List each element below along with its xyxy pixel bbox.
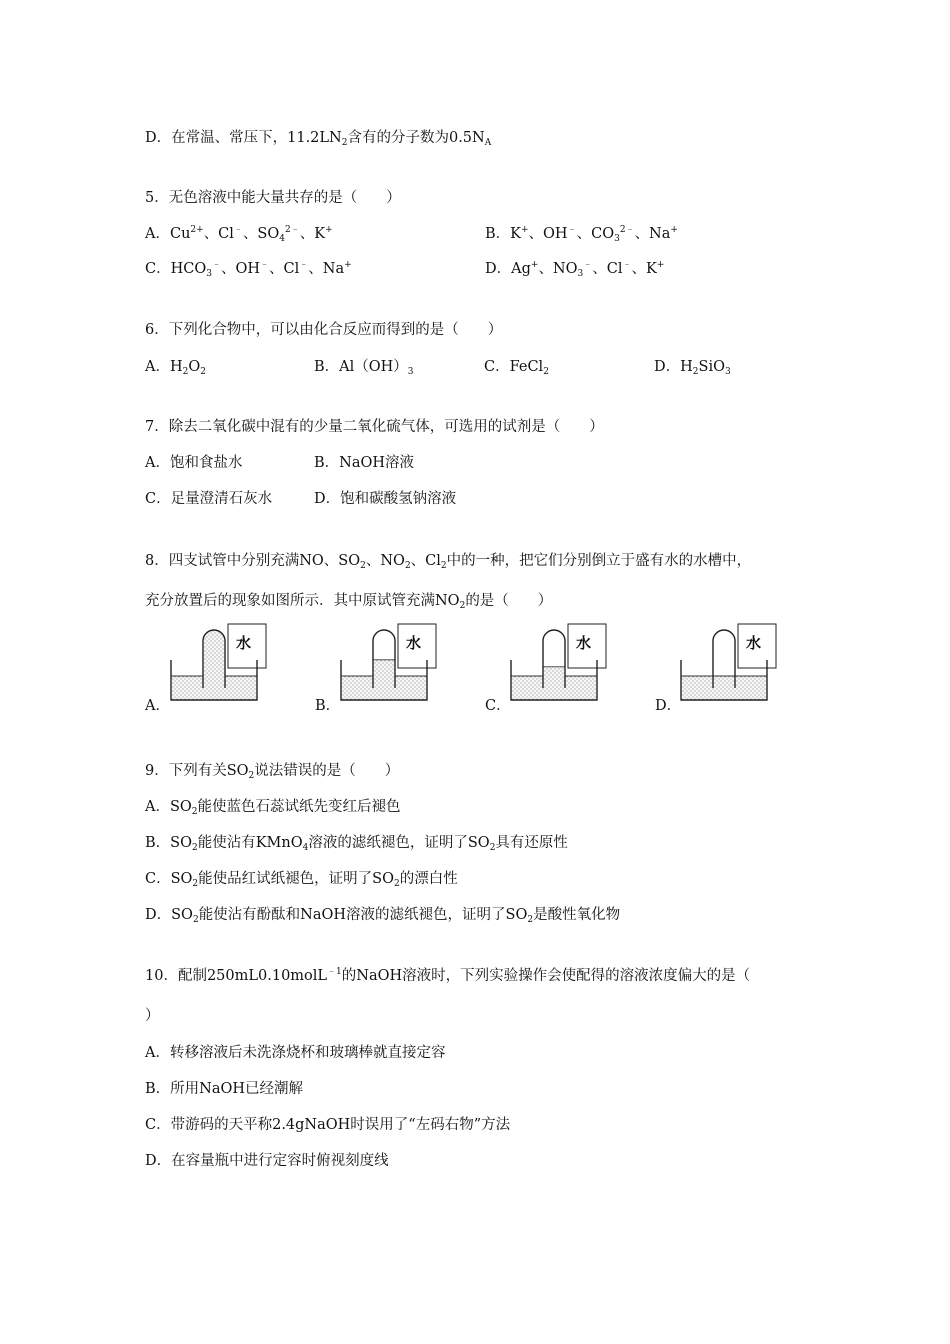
trough-water xyxy=(681,676,767,700)
q6-option-d: D．$H_2SiO_3$ xyxy=(654,359,731,377)
q8-stem: 8．四支试管中分别充满NO、$SO_2$、$NO_2$、$Cl_2$中的一种，把它们分别倒立于盛有水的水槽中， xyxy=(145,553,752,571)
q9-option-c: C．$SO_2$能使品红试纸褪色，证明了$SO_2$的漂白性 xyxy=(145,871,458,889)
q9-option-b: B．$SO_2$能使沾有KMnO$_4$溶液的滤纸褪色，证明了$SO_2$具有还原性 xyxy=(145,835,568,853)
q9-option-a: A．$SO_2$能使蓝色石蕊试纸先变红后褪色 xyxy=(145,799,401,817)
q8-label-a: A． xyxy=(145,698,170,714)
tube-water-column xyxy=(373,660,395,688)
q7-option-d: D．饱和碳酸氢钠溶液 xyxy=(314,491,457,507)
q8-stem-line2: 充分放置后的现象如图所示．其中原试管充满$NO_2$的是（ ） xyxy=(145,593,553,611)
q8-label-c: C． xyxy=(485,698,511,714)
q9-stem: 9．下列有关$SO_2$说法错误的是（ ） xyxy=(145,763,400,781)
test-tube-figure-c xyxy=(508,622,608,706)
q10-stem: 10．配制250mL0.10molL$^{﹣1}$的NaOH溶液时，下列实验操作会使配得的溶液浓度偏大的是（ xyxy=(145,967,751,984)
test-tube-figure-b xyxy=(338,622,438,706)
q10-option-c: C．带游码的天平称2.4gNaOH时误用了“左码右物”方法 xyxy=(145,1117,511,1133)
tube-water-column xyxy=(543,667,565,688)
q5-option-d: D．Ag+、$NO_3^﹣$、Cl﹣、K+ xyxy=(485,260,665,279)
q10-option-d: D．在容量瓶中进行定容时俯视刻度线 xyxy=(145,1153,389,1169)
test-tube-figure-d xyxy=(678,622,778,706)
tube-water-column xyxy=(203,630,225,688)
q7-option-b: B．NaOH溶液 xyxy=(314,455,415,471)
q8-label-d: D． xyxy=(655,698,682,714)
q5-stem: 5．无色溶液中能大量共存的是（ ） xyxy=(145,190,401,206)
q10-stem-line2: ） xyxy=(145,1008,160,1024)
q7-option-a: A．饱和食盐水 xyxy=(145,455,243,471)
q6-option-a: A．$H_2O_2$ xyxy=(145,359,206,377)
q5-option-c: C．$HCO_3^﹣$、OH﹣、Cl﹣、Na+ xyxy=(145,260,352,279)
water-label: 水 xyxy=(406,634,422,652)
q6-option-b: B．$Al(OH)_3$ xyxy=(314,359,414,377)
q9-option-d: D．$SO_2$能使沾有酚酞和NaOH溶液的滤纸褪色，证明了$SO_2$是酸性氧化物 xyxy=(145,907,621,925)
water-label: 水 xyxy=(746,634,762,652)
water-label: 水 xyxy=(576,634,592,652)
q6-option-c: C．FeCl$_2$ xyxy=(484,359,549,377)
test-tube-figure-a xyxy=(168,622,268,706)
q7-stem: 7．除去二氧化碳中混有的少量二氧化硫气体，可选用的试剂是（ ） xyxy=(145,419,604,435)
q4-option-d: D．在常温、常压下，$11.2LN_2$含有的分子数为$0.5N_A$ xyxy=(145,130,492,148)
water-label: 水 xyxy=(236,634,252,652)
q10-option-b: B．所用NaOH已经潮解 xyxy=(145,1081,304,1097)
q8-label-b: B． xyxy=(315,698,341,714)
q5-option-a: A．$Cu^{2+}$、Cl﹣、$SO_4^{2﹣}$、K+ xyxy=(145,225,333,244)
q7-option-c: C．足量澄清石灰水 xyxy=(145,491,273,507)
q10-option-a: A．转移溶液后未洗涤烧杯和玻璃棒就直接定容 xyxy=(145,1045,446,1061)
q6-stem: 6．下列化合物中，可以由化合反应而得到的是（ ） xyxy=(145,322,503,338)
q5-option-b: B．K+、OH﹣、$CO_3^{2﹣}$、Na+ xyxy=(485,225,678,244)
